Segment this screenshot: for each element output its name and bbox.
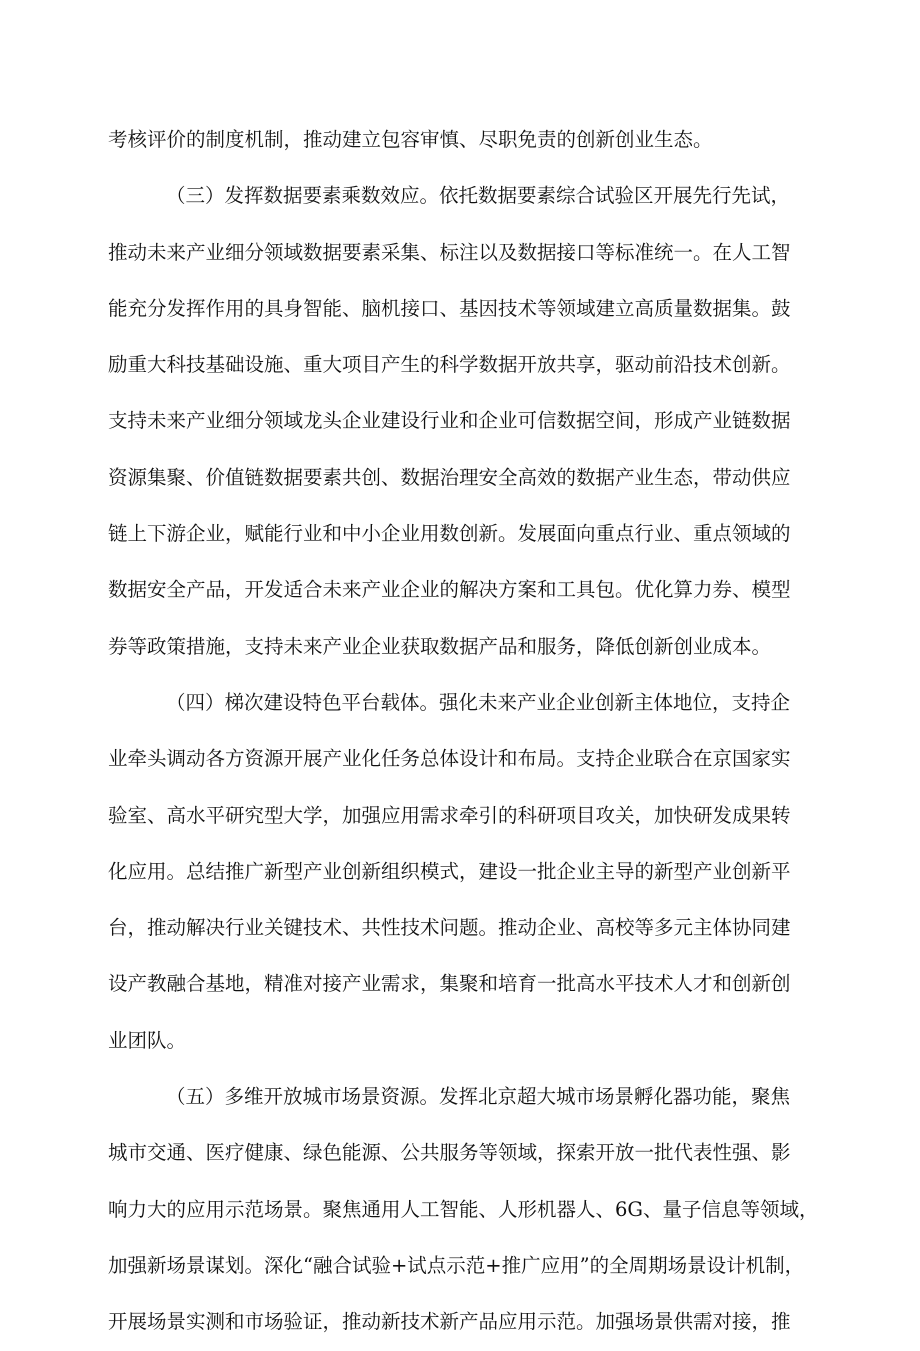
paragraph-heading-line: （五）多维开放城市场景资源。发挥北京超大城市场景孵化器功能，聚焦 — [166, 1085, 791, 1109]
text-line: 加强新场景谋划。深化“融合试验+试点示范+推广应用”的全周期场景设计机制， — [108, 1253, 805, 1277]
paragraph-heading-line: （三）发挥数据要素乘数效应。依托数据要素综合试验区开展先行先试， — [166, 184, 791, 208]
text-line: 考核评价的制度机制，推动建立包容审慎、尽职免责的创新创业生态。 — [108, 128, 713, 151]
text-line: 响力大的应用示范场景。聚焦通用人工智能、人形机器人、6G、量子信息等领域， — [108, 1197, 819, 1221]
text-line: 能充分发挥作用的具身智能、脑机接口、基因技术等领域建立高质量数据集。鼓 — [108, 296, 791, 320]
text-line: 数据安全产品，开发适合未来产业企业的解决方案和工具包。优化算力券、模型 — [108, 578, 791, 602]
text-line: 设产教融合基地，精准对接产业需求，集聚和培育一批高水平技术人才和创新创 — [108, 972, 791, 996]
text-line: 资源集聚、价值链数据要素共创、数据治理安全高效的数据产业生态，带动供应 — [108, 465, 791, 489]
text-line: 业牵头调动各方资源开展产业化任务总体设计和布局。支持企业联合在京国家实 — [108, 747, 791, 771]
text-line: 推动未来产业细分领域数据要素采集、标注以及数据接口等标准统一。在人工智 — [108, 240, 791, 264]
body-text — [108, 112, 820, 1351]
text-line: 城市交通、医疗健康、绿色能源、公共服务等领域，探索开放一批代表性强、影 — [108, 1141, 791, 1165]
text-line: 励重大科技基础设施、重大项目产生的科学数据开放共享，驱动前沿技术创新。 — [108, 353, 791, 377]
text-line: 台，推动解决行业关键技术、共性技术问题。推动企业、高校等多元主体协同建 — [108, 916, 791, 940]
text-line: 业团队。 — [108, 1028, 187, 1052]
text-line: 支持未来产业细分领域龙头企业建设行业和企业可信数据空间，形成产业链数据 — [108, 409, 791, 433]
text-line: 开展场景实测和市场验证，推动新技术新产品应用示范。加强场景供需对接，推 — [108, 1310, 791, 1334]
text-line: 验室、高水平研究型大学，加强应用需求牵引的科研项目攻关，加快研发成果转 — [108, 803, 791, 827]
text-line: 链上下游企业，赋能行业和中小企业用数创新。发展面向重点行业、重点领域的 — [108, 522, 791, 546]
text-line: 化应用。总结推广新型产业创新组织模式，建设一批企业主导的新型产业创新平 — [108, 859, 791, 883]
text-line: 券等政策措施，支持未来产业企业获取数据产品和服务，降低创新创业成本。 — [108, 634, 772, 658]
paragraph-heading-line: （四）梯次建设特色平台载体。强化未来产业企业创新主体地位，支持企 — [166, 690, 791, 714]
